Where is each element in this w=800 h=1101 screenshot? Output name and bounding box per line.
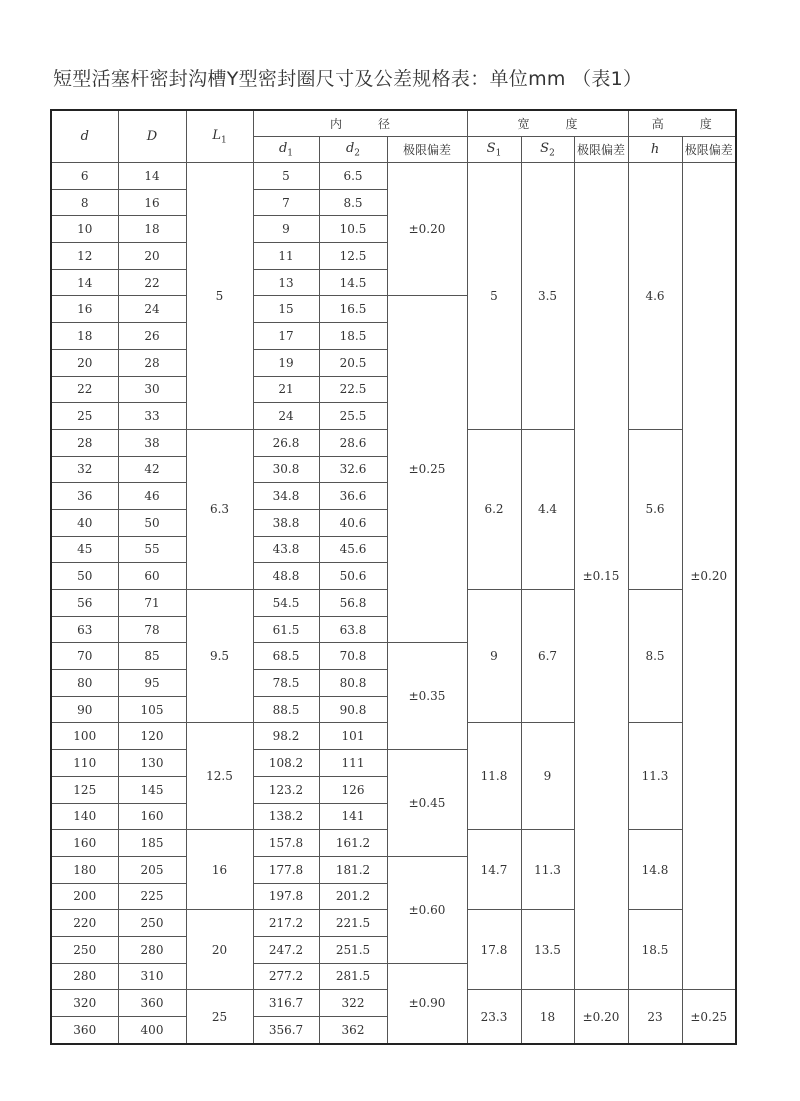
cell-d: 36 xyxy=(51,483,118,510)
cell-d2: 10.5 xyxy=(319,216,387,243)
cell-S2: 3.5 xyxy=(521,163,574,430)
header-d1: $d_1$ xyxy=(253,137,319,163)
cell-h: 14.8 xyxy=(628,830,682,910)
cell-inner-tolerance: ±0.45 xyxy=(387,750,467,857)
cell-D: 30 xyxy=(118,376,186,403)
cell-d2: 126 xyxy=(319,776,387,803)
cell-d1: 34.8 xyxy=(253,483,319,510)
cell-D: 78 xyxy=(118,616,186,643)
cell-d1: 54.5 xyxy=(253,590,319,617)
cell-S2: 6.7 xyxy=(521,590,574,723)
cell-d2: 181.2 xyxy=(319,856,387,883)
header-h: h xyxy=(628,137,682,163)
cell-d: 22 xyxy=(51,376,118,403)
table-body xyxy=(51,163,736,1044)
cell-d2: 12.5 xyxy=(319,243,387,270)
cell-d2: 362 xyxy=(319,1017,387,1044)
cell-d: 8 xyxy=(51,189,118,216)
cell-d2: 14.5 xyxy=(319,269,387,296)
cell-D: 60 xyxy=(118,563,186,590)
cell-D: 14 xyxy=(118,163,186,190)
cell-S1: 14.7 xyxy=(467,830,521,910)
cell-d1: 123.2 xyxy=(253,776,319,803)
cell-d: 28 xyxy=(51,429,118,456)
cell-d1: 38.8 xyxy=(253,509,319,536)
cell-d: 40 xyxy=(51,509,118,536)
cell-d2: 251.5 xyxy=(319,936,387,963)
cell-D: 50 xyxy=(118,509,186,536)
cell-inner-tolerance: ±0.25 xyxy=(387,296,467,643)
cell-d2: 80.8 xyxy=(319,670,387,697)
header-S1: $S_1$ xyxy=(467,137,521,163)
spec-table xyxy=(50,109,737,1045)
cell-L1: 12.5 xyxy=(186,723,253,830)
cell-D: 310 xyxy=(118,963,186,990)
cell-h: 5.6 xyxy=(628,429,682,589)
header-inner-diameter: 内 径 xyxy=(253,110,467,137)
cell-D: 145 xyxy=(118,776,186,803)
cell-d: 320 xyxy=(51,990,118,1017)
cell-d2: 16.5 xyxy=(319,296,387,323)
cell-d2: 201.2 xyxy=(319,883,387,910)
cell-inner-tolerance: ±0.90 xyxy=(387,963,467,1044)
cell-h: 18.5 xyxy=(628,910,682,990)
cell-S1: 9 xyxy=(467,590,521,723)
cell-d2: 32.6 xyxy=(319,456,387,483)
cell-d: 56 xyxy=(51,590,118,617)
cell-d: 25 xyxy=(51,403,118,430)
cell-d2: 18.5 xyxy=(319,323,387,350)
cell-d1: 48.8 xyxy=(253,563,319,590)
cell-D: 26 xyxy=(118,323,186,350)
cell-d2: 141 xyxy=(319,803,387,830)
cell-d1: 277.2 xyxy=(253,963,319,990)
cell-d1: 197.8 xyxy=(253,883,319,910)
cell-d: 20 xyxy=(51,349,118,376)
cell-S2: 13.5 xyxy=(521,910,574,990)
cell-d2: 63.8 xyxy=(319,616,387,643)
table-row xyxy=(51,163,736,190)
cell-D: 22 xyxy=(118,269,186,296)
cell-D: 105 xyxy=(118,696,186,723)
cell-d: 16 xyxy=(51,296,118,323)
cell-L1: 6.3 xyxy=(186,429,253,589)
cell-d: 12 xyxy=(51,243,118,270)
cell-d2: 45.6 xyxy=(319,536,387,563)
cell-d: 63 xyxy=(51,616,118,643)
cell-d1: 78.5 xyxy=(253,670,319,697)
cell-d1: 5 xyxy=(253,163,319,190)
cell-d: 50 xyxy=(51,563,118,590)
cell-d1: 43.8 xyxy=(253,536,319,563)
cell-d2: 111 xyxy=(319,750,387,777)
header-D: D xyxy=(118,110,186,163)
cell-d2: 50.6 xyxy=(319,563,387,590)
cell-D: 16 xyxy=(118,189,186,216)
cell-S1: 6.2 xyxy=(467,429,521,589)
cell-d: 45 xyxy=(51,536,118,563)
cell-d: 250 xyxy=(51,936,118,963)
cell-D: 46 xyxy=(118,483,186,510)
cell-width-tolerance: ±0.20 xyxy=(574,990,628,1044)
cell-d2: 8.5 xyxy=(319,189,387,216)
cell-d2: 90.8 xyxy=(319,696,387,723)
cell-d1: 30.8 xyxy=(253,456,319,483)
cell-D: 205 xyxy=(118,856,186,883)
cell-D: 55 xyxy=(118,536,186,563)
cell-d2: 161.2 xyxy=(319,830,387,857)
cell-d1: 21 xyxy=(253,376,319,403)
cell-d1: 26.8 xyxy=(253,429,319,456)
cell-d2: 221.5 xyxy=(319,910,387,937)
cell-S2: 9 xyxy=(521,723,574,830)
header-d2: $d_2$ xyxy=(319,137,387,163)
cell-d2: 70.8 xyxy=(319,643,387,670)
cell-width-tolerance: ±0.15 xyxy=(574,163,628,990)
cell-d1: 17 xyxy=(253,323,319,350)
cell-d1: 9 xyxy=(253,216,319,243)
cell-L1: 5 xyxy=(186,163,253,430)
cell-d: 80 xyxy=(51,670,118,697)
cell-d2: 25.5 xyxy=(319,403,387,430)
cell-D: 33 xyxy=(118,403,186,430)
cell-inner-tolerance: ±0.35 xyxy=(387,643,467,750)
cell-d: 140 xyxy=(51,803,118,830)
cell-d1: 24 xyxy=(253,403,319,430)
cell-d: 220 xyxy=(51,910,118,937)
cell-d1: 316.7 xyxy=(253,990,319,1017)
page-title: 短型活塞杆密封沟槽Y型密封圈尺寸及公差规格表：单位mm （表1） xyxy=(53,68,643,90)
cell-d1: 247.2 xyxy=(253,936,319,963)
cell-d2: 28.6 xyxy=(319,429,387,456)
cell-d2: 281.5 xyxy=(319,963,387,990)
cell-d2: 101 xyxy=(319,723,387,750)
header-width-tolerance: 极限偏差 xyxy=(574,137,628,163)
cell-d2: 36.6 xyxy=(319,483,387,510)
cell-d1: 11 xyxy=(253,243,319,270)
cell-d1: 61.5 xyxy=(253,616,319,643)
cell-S2: 18 xyxy=(521,990,574,1044)
cell-d1: 157.8 xyxy=(253,830,319,857)
cell-L1: 16 xyxy=(186,830,253,910)
cell-d1: 98.2 xyxy=(253,723,319,750)
cell-D: 400 xyxy=(118,1017,186,1044)
header-d: d xyxy=(51,110,118,163)
cell-D: 360 xyxy=(118,990,186,1017)
cell-d: 100 xyxy=(51,723,118,750)
cell-S1: 17.8 xyxy=(467,910,521,990)
cell-S1: 23.3 xyxy=(467,990,521,1044)
cell-d2: 22.5 xyxy=(319,376,387,403)
cell-d1: 177.8 xyxy=(253,856,319,883)
cell-D: 95 xyxy=(118,670,186,697)
cell-d: 90 xyxy=(51,696,118,723)
cell-D: 71 xyxy=(118,590,186,617)
cell-h: 23 xyxy=(628,990,682,1044)
cell-D: 42 xyxy=(118,456,186,483)
cell-D: 250 xyxy=(118,910,186,937)
cell-d1: 108.2 xyxy=(253,750,319,777)
cell-d: 280 xyxy=(51,963,118,990)
cell-d: 6 xyxy=(51,163,118,190)
cell-S2: 4.4 xyxy=(521,429,574,589)
cell-inner-tolerance: ±0.20 xyxy=(387,163,467,296)
cell-S1: 5 xyxy=(467,163,521,430)
cell-d: 10 xyxy=(51,216,118,243)
header-S2: $S_2$ xyxy=(521,137,574,163)
header-height-tolerance: 极限偏差 xyxy=(682,137,736,163)
cell-height-tolerance: ±0.25 xyxy=(682,990,736,1044)
cell-d1: 7 xyxy=(253,189,319,216)
cell-D: 18 xyxy=(118,216,186,243)
cell-D: 28 xyxy=(118,349,186,376)
cell-height-tolerance: ±0.20 xyxy=(682,163,736,990)
cell-D: 85 xyxy=(118,643,186,670)
cell-d: 125 xyxy=(51,776,118,803)
cell-d: 32 xyxy=(51,456,118,483)
cell-d1: 88.5 xyxy=(253,696,319,723)
cell-d1: 217.2 xyxy=(253,910,319,937)
cell-D: 120 xyxy=(118,723,186,750)
cell-D: 225 xyxy=(118,883,186,910)
cell-d2: 20.5 xyxy=(319,349,387,376)
cell-S1: 11.8 xyxy=(467,723,521,830)
header-height: 高 度 xyxy=(628,110,736,137)
cell-d2: 56.8 xyxy=(319,590,387,617)
cell-d1: 138.2 xyxy=(253,803,319,830)
cell-D: 20 xyxy=(118,243,186,270)
cell-L1: 20 xyxy=(186,910,253,990)
cell-D: 38 xyxy=(118,429,186,456)
cell-S2: 11.3 xyxy=(521,830,574,910)
cell-d2: 40.6 xyxy=(319,509,387,536)
cell-D: 280 xyxy=(118,936,186,963)
cell-d: 14 xyxy=(51,269,118,296)
cell-d: 180 xyxy=(51,856,118,883)
cell-D: 185 xyxy=(118,830,186,857)
cell-D: 24 xyxy=(118,296,186,323)
header-inner-tolerance: 极限偏差 xyxy=(387,137,467,163)
header-width: 宽 度 xyxy=(467,110,628,137)
cell-d1: 68.5 xyxy=(253,643,319,670)
cell-d: 200 xyxy=(51,883,118,910)
cell-h: 11.3 xyxy=(628,723,682,830)
cell-d2: 322 xyxy=(319,990,387,1017)
cell-L1: 9.5 xyxy=(186,590,253,723)
cell-d1: 356.7 xyxy=(253,1017,319,1044)
cell-d: 160 xyxy=(51,830,118,857)
cell-h: 4.6 xyxy=(628,163,682,430)
cell-d: 18 xyxy=(51,323,118,350)
cell-d1: 15 xyxy=(253,296,319,323)
header-L1: $L_1$ xyxy=(186,110,253,163)
cell-d: 360 xyxy=(51,1017,118,1044)
cell-d1: 13 xyxy=(253,269,319,296)
cell-D: 160 xyxy=(118,803,186,830)
cell-D: 130 xyxy=(118,750,186,777)
cell-d1: 19 xyxy=(253,349,319,376)
cell-d2: 6.5 xyxy=(319,163,387,190)
cell-d: 110 xyxy=(51,750,118,777)
cell-inner-tolerance: ±0.60 xyxy=(387,856,467,963)
cell-L1: 25 xyxy=(186,990,253,1044)
cell-d: 70 xyxy=(51,643,118,670)
cell-h: 8.5 xyxy=(628,590,682,723)
